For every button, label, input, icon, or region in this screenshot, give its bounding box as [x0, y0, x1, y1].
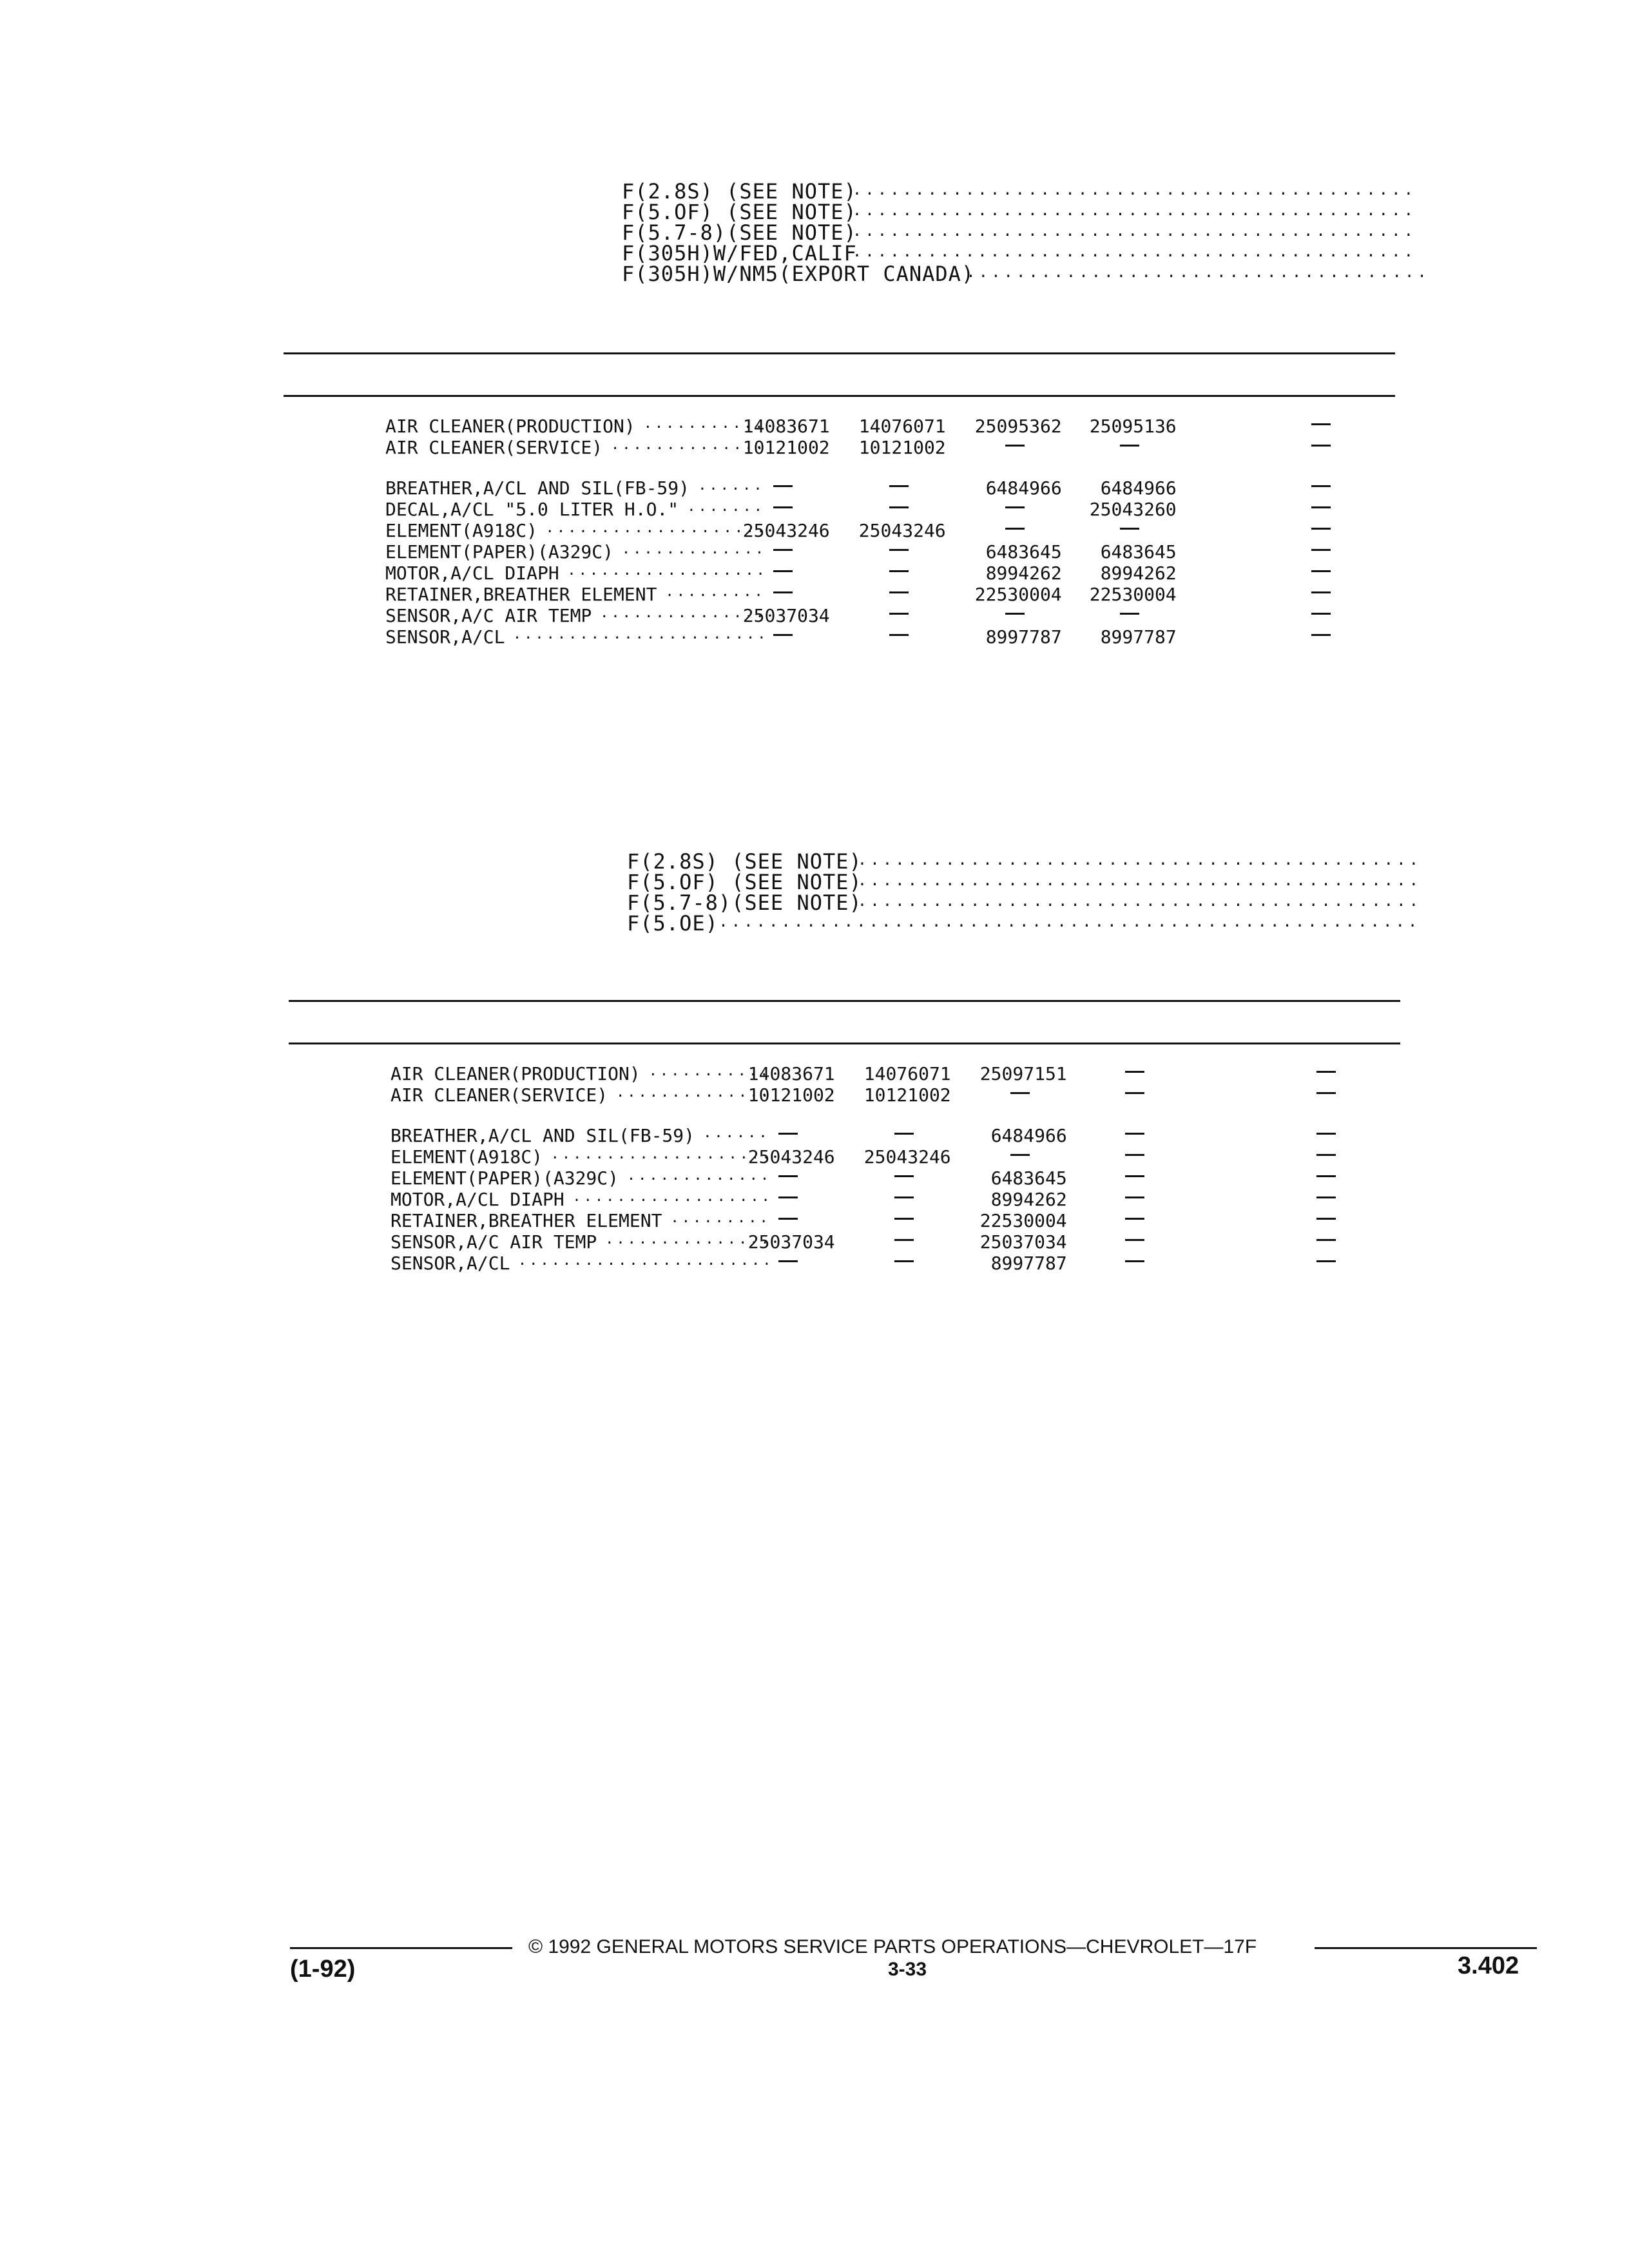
empty-cell-dash [1125, 1260, 1144, 1262]
table-row-description: RETAINER,BREATHER ELEMENT [385, 584, 657, 605]
table-row-part-column-3: 22530004 [974, 584, 1062, 605]
leader-dots: .................. [572, 1189, 773, 1205]
empty-cell-dash [1010, 1154, 1030, 1156]
table-row-description: AIR CLEANER(PRODUCTION) [390, 1063, 641, 1084]
usage-row-usage: F(2.8S) (SEE NOTE) [627, 849, 862, 874]
empty-cell-dash [1311, 506, 1331, 508]
leader-dots: ....................... [517, 1253, 774, 1269]
empty-cell-dash [778, 1218, 798, 1220]
table-row-part-column-3: 6483645 [985, 541, 1062, 562]
empty-cell-dash [1316, 1092, 1336, 1094]
empty-cell-dash [889, 570, 909, 572]
empty-cell-dash [773, 485, 793, 487]
empty-cell-dash [1125, 1218, 1144, 1220]
table-row-part-column-2: 25043246 [863, 1146, 951, 1168]
empty-cell-dash [773, 506, 793, 508]
empty-cell-dash [1005, 445, 1025, 447]
empty-cell-dash [894, 1133, 914, 1135]
leader-dots: .................... [550, 1146, 773, 1162]
empty-cell-dash [889, 613, 909, 615]
table-row-description: SENSOR,A/C AIR TEMP [385, 605, 592, 626]
usage-row-usage: F(5.7-8)(SEE NOTE) [627, 890, 862, 915]
leader-dots: ....... [687, 499, 766, 515]
empty-cell-dash [1125, 1092, 1144, 1094]
footer-rule-right [1315, 1947, 1537, 1949]
empty-cell-dash [773, 570, 793, 572]
empty-cell-dash [1125, 1175, 1144, 1177]
empty-cell-dash [894, 1175, 914, 1177]
footer-rule-left [290, 1947, 512, 1949]
empty-cell-dash [1316, 1260, 1336, 1262]
table-header-rule [289, 1043, 1400, 1044]
empty-cell-dash [894, 1218, 914, 1220]
empty-cell-dash [1311, 549, 1331, 551]
table-row-part-column-1: 14083671 [747, 1063, 835, 1084]
table-row-description: ELEMENT(A918C) [385, 520, 538, 541]
empty-cell-dash [1120, 528, 1139, 530]
table-row-description: SENSOR,A/CL [385, 626, 505, 648]
leader-dots: ............... [605, 1231, 772, 1247]
table-row-part-column-1: 10121002 [742, 437, 830, 458]
leader-dots: ............. [626, 1168, 772, 1184]
empty-cell-dash [778, 1133, 798, 1135]
table-row-part-column-3: 6484966 [990, 1125, 1067, 1146]
leader-dots: .................. [567, 562, 767, 579]
table-row-part-column-4: 8997787 [1100, 626, 1177, 648]
empty-cell-dash [773, 634, 793, 636]
usage-row-usage: F(305H)W/FED,CALIF [622, 241, 857, 265]
leader-dots: ....................... [512, 626, 769, 642]
empty-cell-dash [1311, 485, 1331, 487]
table-row-part-column-3: 8997787 [985, 626, 1062, 648]
leader-dots: ............................................. [852, 242, 1417, 260]
usage-row-usage: F(5.OE) [627, 911, 718, 936]
table-row-part-column-2: 14076071 [863, 1063, 951, 1084]
table-row-part-column-1: 25043246 [742, 520, 830, 541]
empty-cell-dash [778, 1260, 798, 1262]
empty-cell-dash [1005, 506, 1025, 508]
table-row-description: AIR CLEANER(SERVICE) [390, 1084, 608, 1106]
empty-cell-dash [1316, 1239, 1336, 1241]
footer-section-number: 3.402 [1458, 1952, 1519, 1979]
empty-cell-dash [1316, 1218, 1336, 1220]
leader-dots: ........................................................ [718, 912, 1421, 930]
empty-cell-dash [1125, 1071, 1144, 1073]
empty-cell-dash [1120, 445, 1139, 447]
table-row-description: MOTOR,A/CL DIAPH [390, 1189, 564, 1210]
table-row-part-column-4: 6484966 [1100, 477, 1177, 499]
empty-cell-dash [889, 485, 909, 487]
empty-cell-dash [1316, 1071, 1336, 1073]
empty-cell-dash [889, 634, 909, 636]
table-row-part-column-1: 10121002 [747, 1084, 835, 1106]
empty-cell-dash [889, 506, 909, 508]
table-row-part-column-1: 14083671 [742, 416, 830, 437]
empty-cell-dash [1316, 1175, 1336, 1177]
empty-cell-dash [778, 1196, 798, 1198]
table-row-part-column-3: 8994262 [990, 1189, 1067, 1210]
leader-dots: ............................................. [857, 892, 1422, 910]
leader-dots: .............. [616, 1084, 772, 1100]
leader-dots: ........... [648, 1063, 771, 1079]
leader-dots: ...... [703, 1125, 770, 1141]
table-row-description: SENSOR,A/C AIR TEMP [390, 1231, 597, 1253]
leader-dots: ............................................. [852, 180, 1417, 198]
empty-cell-dash [1311, 591, 1331, 593]
empty-cell-dash [1311, 570, 1331, 572]
table-row-description: MOTOR,A/CL DIAPH [385, 562, 559, 584]
table-row-part-column-1: 25043246 [747, 1146, 835, 1168]
table-row-part-column-4: 25043260 [1089, 499, 1177, 520]
table-row-description: ELEMENT(PAPER)(A329C) [390, 1168, 619, 1189]
leader-dots: ............... [600, 605, 767, 621]
table-row-part-column-1: 25037034 [747, 1231, 835, 1253]
table-row-part-column-2: 10121002 [858, 437, 946, 458]
table-row-description: BREATHER,A/CL AND SIL(FB-59) [390, 1125, 695, 1146]
empty-cell-dash [1125, 1239, 1144, 1241]
copyright-line: © 1992 GENERAL MOTORS SERVICE PARTS OPERATIONS—CHEVROLET—17F [528, 1936, 1257, 1957]
empty-cell-dash [1311, 528, 1331, 530]
leader-dots: ............................................. [857, 850, 1422, 869]
empty-cell-dash [889, 549, 909, 551]
usage-row-usage: F(2.8S) (SEE NOTE) [622, 179, 857, 204]
empty-cell-dash [1311, 445, 1331, 447]
table-row-part-column-3: 8997787 [990, 1253, 1067, 1274]
empty-cell-dash [1311, 423, 1331, 425]
table-row-part-column-1: 25037034 [742, 605, 830, 626]
leader-dots: ............................................. [852, 201, 1417, 219]
empty-cell-dash [1010, 1092, 1030, 1094]
table-row-part-column-3: 25037034 [979, 1231, 1067, 1253]
table-top-rule [289, 1000, 1400, 1002]
empty-cell-dash [1125, 1196, 1144, 1198]
empty-cell-dash [1311, 613, 1331, 615]
table-row-description: ELEMENT(A918C) [390, 1146, 543, 1168]
table-header-rule [284, 395, 1395, 397]
leader-dots: ...... [698, 477, 765, 494]
table-row-part-column-4: 22530004 [1089, 584, 1177, 605]
table-row-part-column-2: 14076071 [858, 416, 946, 437]
empty-cell-dash [773, 549, 793, 551]
table-row-description: RETAINER,BREATHER ELEMENT [390, 1210, 662, 1231]
empty-cell-dash [894, 1196, 914, 1198]
table-row-part-column-3: 6484966 [985, 477, 1062, 499]
empty-cell-dash [1316, 1133, 1336, 1135]
leader-dots: ........... [643, 416, 766, 432]
table-row-part-column-4: 8994262 [1100, 562, 1177, 584]
leader-dots: .................... [545, 520, 768, 536]
leader-dots: ............................................. [857, 871, 1422, 889]
leader-dots: .............. [611, 437, 767, 453]
empty-cell-dash [889, 591, 909, 593]
leader-dots: ......... [665, 584, 766, 600]
table-row-part-column-4: 6483645 [1100, 541, 1177, 562]
empty-cell-dash [1316, 1154, 1336, 1156]
table-row-part-column-3: 8994262 [985, 562, 1062, 584]
table-row-part-column-3: 6483645 [990, 1168, 1067, 1189]
table-row-part-column-2: 25043246 [858, 520, 946, 541]
leader-dots: ..................................... [966, 263, 1430, 281]
table-row-description: AIR CLEANER(SERVICE) [385, 437, 603, 458]
table-row-part-column-3: 25097151 [979, 1063, 1067, 1084]
usage-row-usage: F(5.OF) (SEE NOTE) [622, 200, 857, 224]
footer-date: (1-92) [290, 1956, 356, 1983]
table-row-description: BREATHER,A/CL AND SIL(FB-59) [385, 477, 690, 499]
empty-cell-dash [1005, 613, 1025, 615]
empty-cell-dash [1316, 1196, 1336, 1198]
table-row-part-column-4: 25095136 [1089, 416, 1177, 437]
table-row-description: ELEMENT(PAPER)(A329C) [385, 541, 614, 562]
empty-cell-dash [778, 1175, 798, 1177]
usage-row-usage: F(5.OF) (SEE NOTE) [627, 870, 862, 894]
table-row-description: AIR CLEANER(PRODUCTION) [385, 416, 635, 437]
empty-cell-dash [1311, 634, 1331, 636]
leader-dots: ............. [621, 541, 767, 557]
leader-dots: ......... [670, 1210, 771, 1226]
empty-cell-dash [773, 591, 793, 593]
empty-cell-dash [1120, 613, 1139, 615]
table-row-description: SENSOR,A/CL [390, 1253, 510, 1274]
empty-cell-dash [1125, 1154, 1144, 1156]
table-row-part-column-3: 22530004 [979, 1210, 1067, 1231]
usage-row-usage: F(305H)W/NM5(EXPORT CANADA) [622, 262, 975, 286]
usage-row-usage: F(5.7-8)(SEE NOTE) [622, 220, 857, 245]
empty-cell-dash [894, 1239, 914, 1241]
table-top-rule [284, 352, 1395, 354]
table-row-part-column-3: 25095362 [974, 416, 1062, 437]
empty-cell-dash [894, 1260, 914, 1262]
empty-cell-dash [1005, 528, 1025, 530]
table-row-part-column-2: 10121002 [863, 1084, 951, 1106]
leader-dots: ............................................. [852, 222, 1417, 240]
table-row-description: DECAL,A/CL "5.0 LITER H.O." [385, 499, 679, 520]
empty-cell-dash [1125, 1133, 1144, 1135]
footer-page-number: 3-33 [888, 1959, 927, 1980]
